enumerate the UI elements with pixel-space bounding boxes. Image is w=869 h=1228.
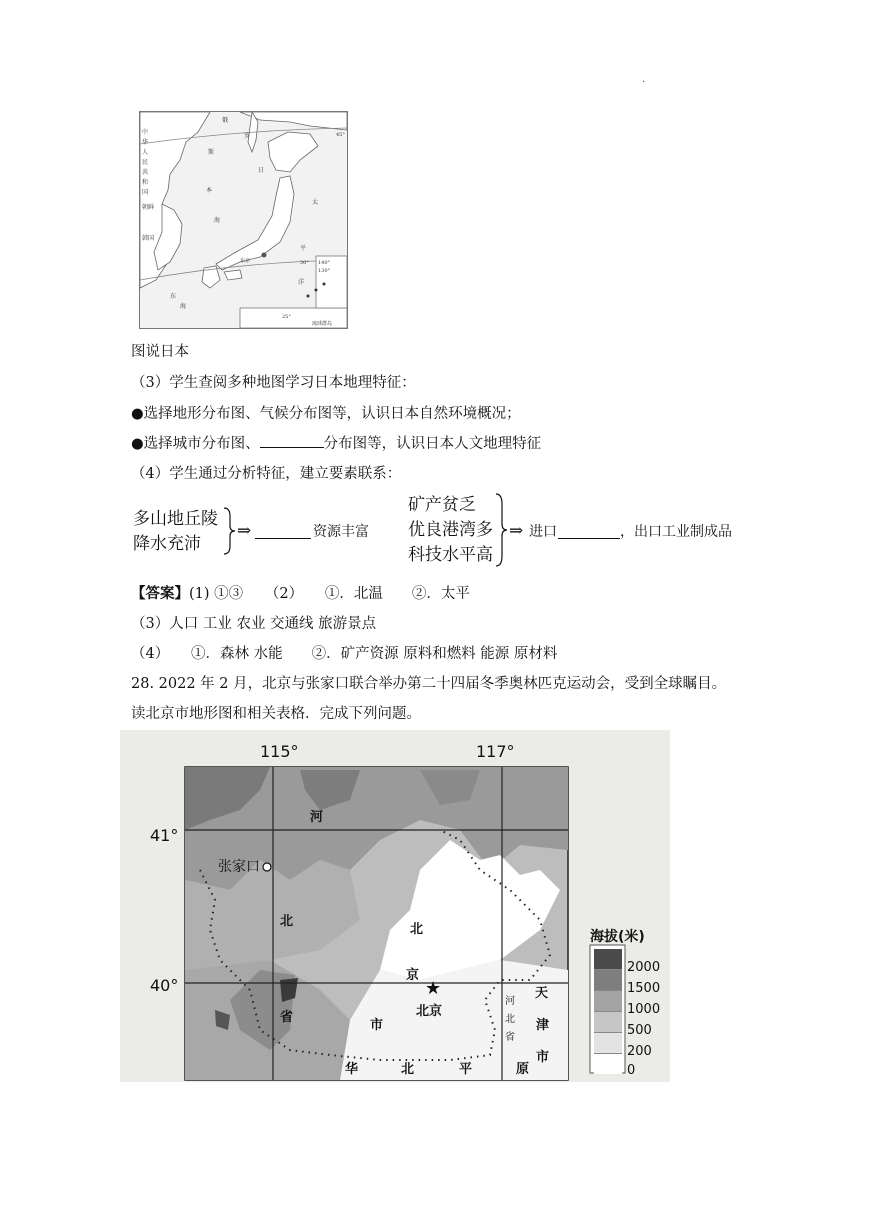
label-tokyo: 东京 [240, 258, 251, 264]
q4-left-item-1: 多山地丘陵 [133, 509, 218, 529]
label-plain-bei: 北 [401, 1062, 415, 1077]
label-plain-ping: 平 [459, 1062, 473, 1077]
answer-line2: （3）人口 工业 农业 交通线 旅游景点 [131, 616, 377, 632]
legend-2000: 2000 [627, 960, 661, 975]
label-140: 140° [318, 260, 331, 266]
label-luo: 罗 [244, 133, 251, 140]
legend-swatch [594, 970, 622, 991]
q4-left-item-2: 降水充沛 [133, 534, 201, 554]
label-hebei-bei: 北 [505, 1014, 515, 1025]
legend-swatches [594, 949, 622, 1074]
q4-mid-item-3: 科技水平高 [408, 545, 493, 565]
label-shi: 市 [370, 1018, 384, 1033]
label-bei2: 北 [410, 922, 424, 937]
label-zhong: 中 [142, 129, 149, 136]
answer-line1-text: (1) ①③ （2） ①．北温 ②．太平 [189, 586, 470, 602]
lon-117: 117° [476, 742, 515, 761]
q3-bullet2-pre: ●选择城市分布图、 [131, 436, 260, 452]
answer-line1 [131, 584, 470, 604]
legend-0: 0 [627, 1063, 636, 1078]
legend-swatch [594, 1012, 622, 1033]
label-he: 和 [142, 179, 149, 186]
q4-mid-item-1: 矿产贫乏 [408, 495, 476, 515]
beijing-terrain-map [120, 730, 670, 1082]
lon-115: 115° [260, 742, 299, 761]
label-dong: 东 [170, 293, 177, 300]
q4-blank-1[interactable] [255, 538, 311, 539]
label-hanguo: 韩国 [142, 235, 155, 242]
arrow-2: ⇒ [509, 521, 524, 541]
q28-line2: 读北京市地形图和相关表格．完成下列问题。 [131, 706, 421, 722]
label-min: 民 [142, 159, 149, 166]
label-ryukyu: 琉球群岛 [312, 321, 333, 327]
label-ping: 平 [300, 245, 307, 252]
left-brace [222, 506, 236, 556]
label-jin: 津 [536, 1018, 550, 1033]
label-beijing: 北京 [416, 1004, 443, 1019]
answer-line3: （4） ①．森林 水能 ②．矿产资源 原料和燃料 能源 原材料 [131, 646, 558, 662]
label-hebei-sheng: 省 [505, 1032, 515, 1043]
label-donghai: 海 [180, 303, 187, 310]
beijing-map-figure [120, 730, 670, 1082]
legend-swatch [594, 1054, 622, 1074]
japan-map [139, 111, 348, 329]
japan-map-caption: 图说日本 [131, 344, 189, 360]
q4-intro: （4）学生通过分析特征，建立要素联系： [131, 466, 402, 482]
label-chaoxian: 朝鲜 [142, 204, 155, 211]
legend-swatch [594, 949, 622, 970]
label-guo: 国 [142, 189, 149, 196]
label-zhangjiakou: 张家口 [218, 859, 260, 875]
label-ri: 日 [258, 167, 265, 174]
label-plain-yuan: 原 [516, 1062, 530, 1077]
label-hua: 华 [142, 139, 149, 146]
right-brace [494, 492, 508, 568]
arrow-1: ⇒ [237, 521, 252, 541]
label-si: 斯 [208, 149, 215, 156]
legend-1000: 1000 [627, 1002, 661, 1017]
beijing-star: ★ [425, 978, 442, 999]
label-45: 45° [336, 132, 345, 138]
japan-map-figure [140, 112, 347, 328]
label-he1: 河 [310, 810, 324, 825]
lat-41: 41° [150, 826, 179, 845]
q3-bullet2-post: 分布图等，认识日本人文地理特征 [323, 436, 542, 452]
q28-line1: 28. 2022 年 2 月，北京与张家口联合举办第二十四届冬季奥林匹克运动会，受到全球瞩目。 [131, 676, 727, 692]
legend-title: 海拔(米) [590, 929, 645, 945]
q3-bullet1: ●选择地形分布图、气候分布图等，认识日本自然环境概况； [131, 406, 521, 422]
q4-blank-2[interactable] [558, 538, 620, 539]
legend-500: 500 [627, 1023, 652, 1038]
label-tian: 天 [535, 986, 549, 1001]
label-ren: 人 [142, 149, 149, 156]
q3-intro: （3）学生查阅多种地图学习日本地理特征： [131, 375, 416, 391]
import-text: 进口 [529, 524, 557, 540]
answer-label: 【答案】 [131, 585, 189, 602]
lat-40: 40° [150, 976, 179, 995]
label-hai: 海 [214, 217, 221, 224]
legend-1500: 1500 [627, 981, 661, 996]
label-plain-hua: 华 [345, 1062, 359, 1077]
label-sheng1: 省 [280, 1010, 294, 1025]
label-ben: 本 [206, 187, 213, 194]
q3-bullet2 [131, 433, 541, 454]
resource-text: 资源丰富 [313, 524, 369, 540]
export-text: ，出口工业制成品 [620, 524, 732, 540]
label-shi2: 市 [536, 1050, 550, 1065]
label-hebei-he: 河 [505, 996, 515, 1007]
label-25: 25° [282, 314, 291, 320]
legend-swatch [594, 1033, 622, 1054]
legend-200: 200 [627, 1044, 652, 1059]
label-jing: 京 [406, 968, 420, 983]
label-bei1: 北 [280, 914, 294, 929]
label-tai: 太 [312, 199, 319, 206]
q4-mid-item-2: 优良港湾多 [408, 520, 493, 540]
page-mark: . [642, 74, 646, 85]
label-130: 130° [318, 268, 331, 274]
q3-blank[interactable] [260, 433, 324, 448]
legend-swatch [594, 991, 622, 1012]
label-gong: 共 [142, 169, 149, 176]
label-e: 俄 [222, 117, 229, 124]
label-30: 30° [300, 260, 309, 266]
label-yang: 洋 [298, 279, 305, 286]
